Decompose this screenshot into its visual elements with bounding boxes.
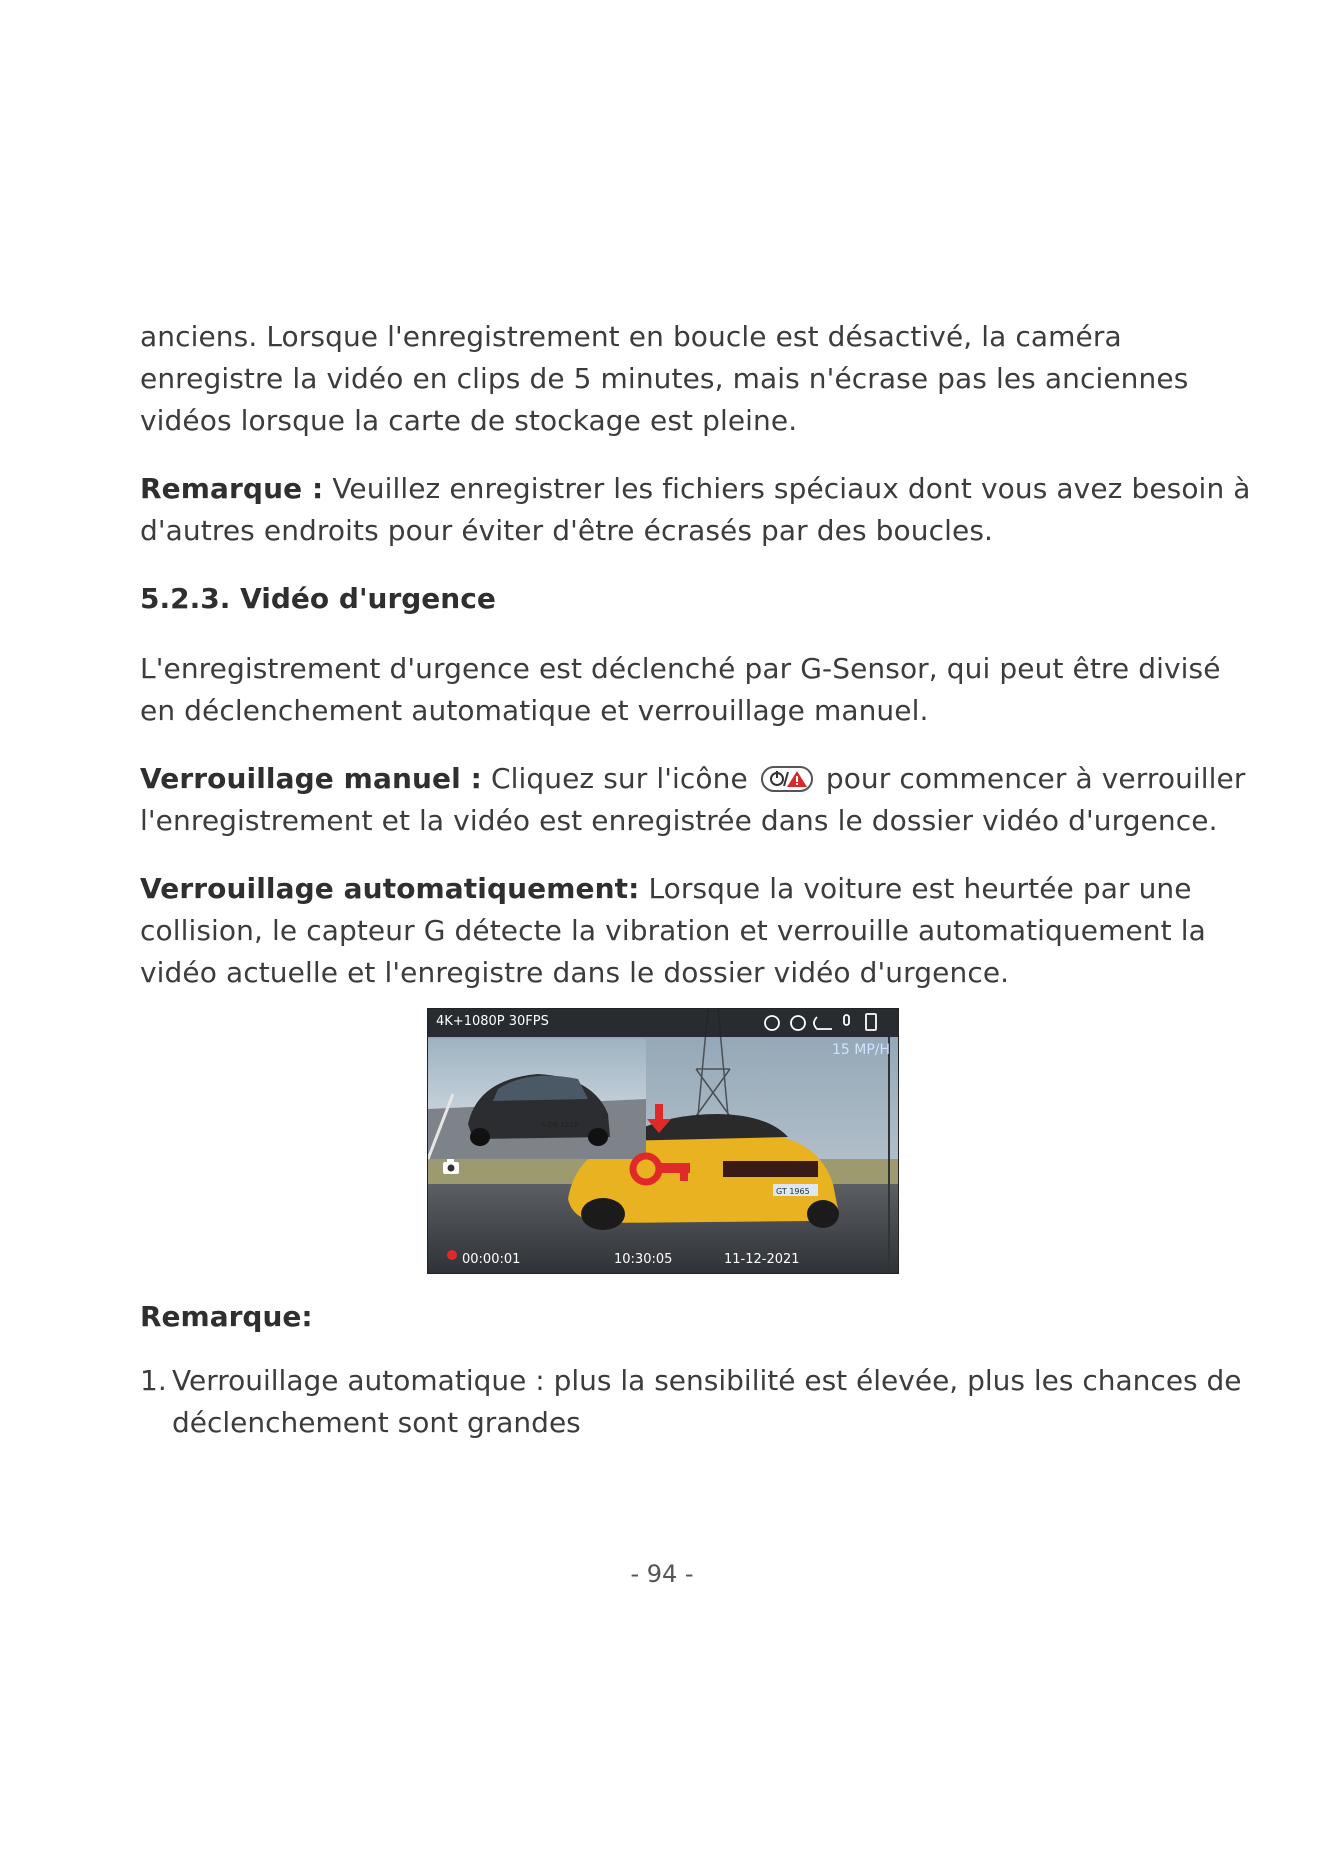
list-item [140, 1360, 1260, 1444]
remarks-section [140, 1296, 1260, 1444]
resolution-label: 4K+1080P 30FPS [436, 1014, 549, 1029]
emergency-lock-icon [761, 766, 813, 792]
document-body [140, 316, 1260, 1020]
dashcam-scene [428, 1009, 898, 1273]
list-text: Verrouillage automatique : plus la sensibilité est élevée, plus les chances de déclenchement sont grandes [172, 1364, 1242, 1439]
section-heading: 5.2.3. Vidéo d'urgence [140, 582, 496, 615]
manual-lock-text-after: pour commencer à verrouiller l'enregistrement et la vidéo est enregistrée dans le dossier vidéo d'urgence. [140, 762, 1246, 837]
front-license-plate: S-DB 1216 [541, 1121, 579, 1129]
dashcam-screen-image [427, 1008, 899, 1274]
recording-time: 00:00:01 [462, 1252, 521, 1267]
note-loop-overwrite [140, 468, 1260, 552]
note-text: Veuillez enregistrer les fichiers spéciaux dont vous avez besoin à d'autres endroits pour éviter d'être écrasés par des boucles. [140, 472, 1251, 547]
paragraph-auto-lock [140, 868, 1260, 994]
auto-lock-text: Lorsque la voiture est heurtée par une collision, le capteur G détecte la vibration et verrouille automatiquement la vidéo actuelle et l'enregistre dans le dossier vidéo d'urgence. [140, 872, 1206, 989]
note-label: Remarque : [140, 472, 324, 505]
manual-lock-label: Verrouillage manuel : [140, 762, 482, 795]
remarks-heading: Remarque: [140, 1300, 313, 1333]
recording-dot-icon [447, 1250, 457, 1260]
rear-license-plate: GT 1965 [776, 1187, 810, 1196]
paragraph-manual-lock [140, 758, 1260, 842]
auto-lock-label: Verrouillage automatiquement: [140, 872, 640, 905]
clock-date: 11-12-2021 [724, 1252, 800, 1267]
speed-readout: 15 MP/H [831, 1042, 890, 1058]
manual-lock-text-before: Cliquez sur l'icône [481, 762, 757, 795]
list-number: 1. [140, 1364, 167, 1397]
paragraph-emergency-intro: L'enregistrement d'urgence est déclenché par G-Sensor, qui peut être divisé en déclenchement automatique et verrouillage manuel. [140, 652, 1221, 727]
page-number: - 94 - [630, 1560, 694, 1588]
paragraph-loop-recording: anciens. Lorsque l'enregistrement en boucle est désactivé, la caméra enregistre la vidéo en clips de 5 minutes, mais n'écrase pas les anciennes vidéos lorsque la carte de stockage est pleine. [140, 320, 1189, 437]
clock-time: 10:30:05 [614, 1252, 673, 1267]
